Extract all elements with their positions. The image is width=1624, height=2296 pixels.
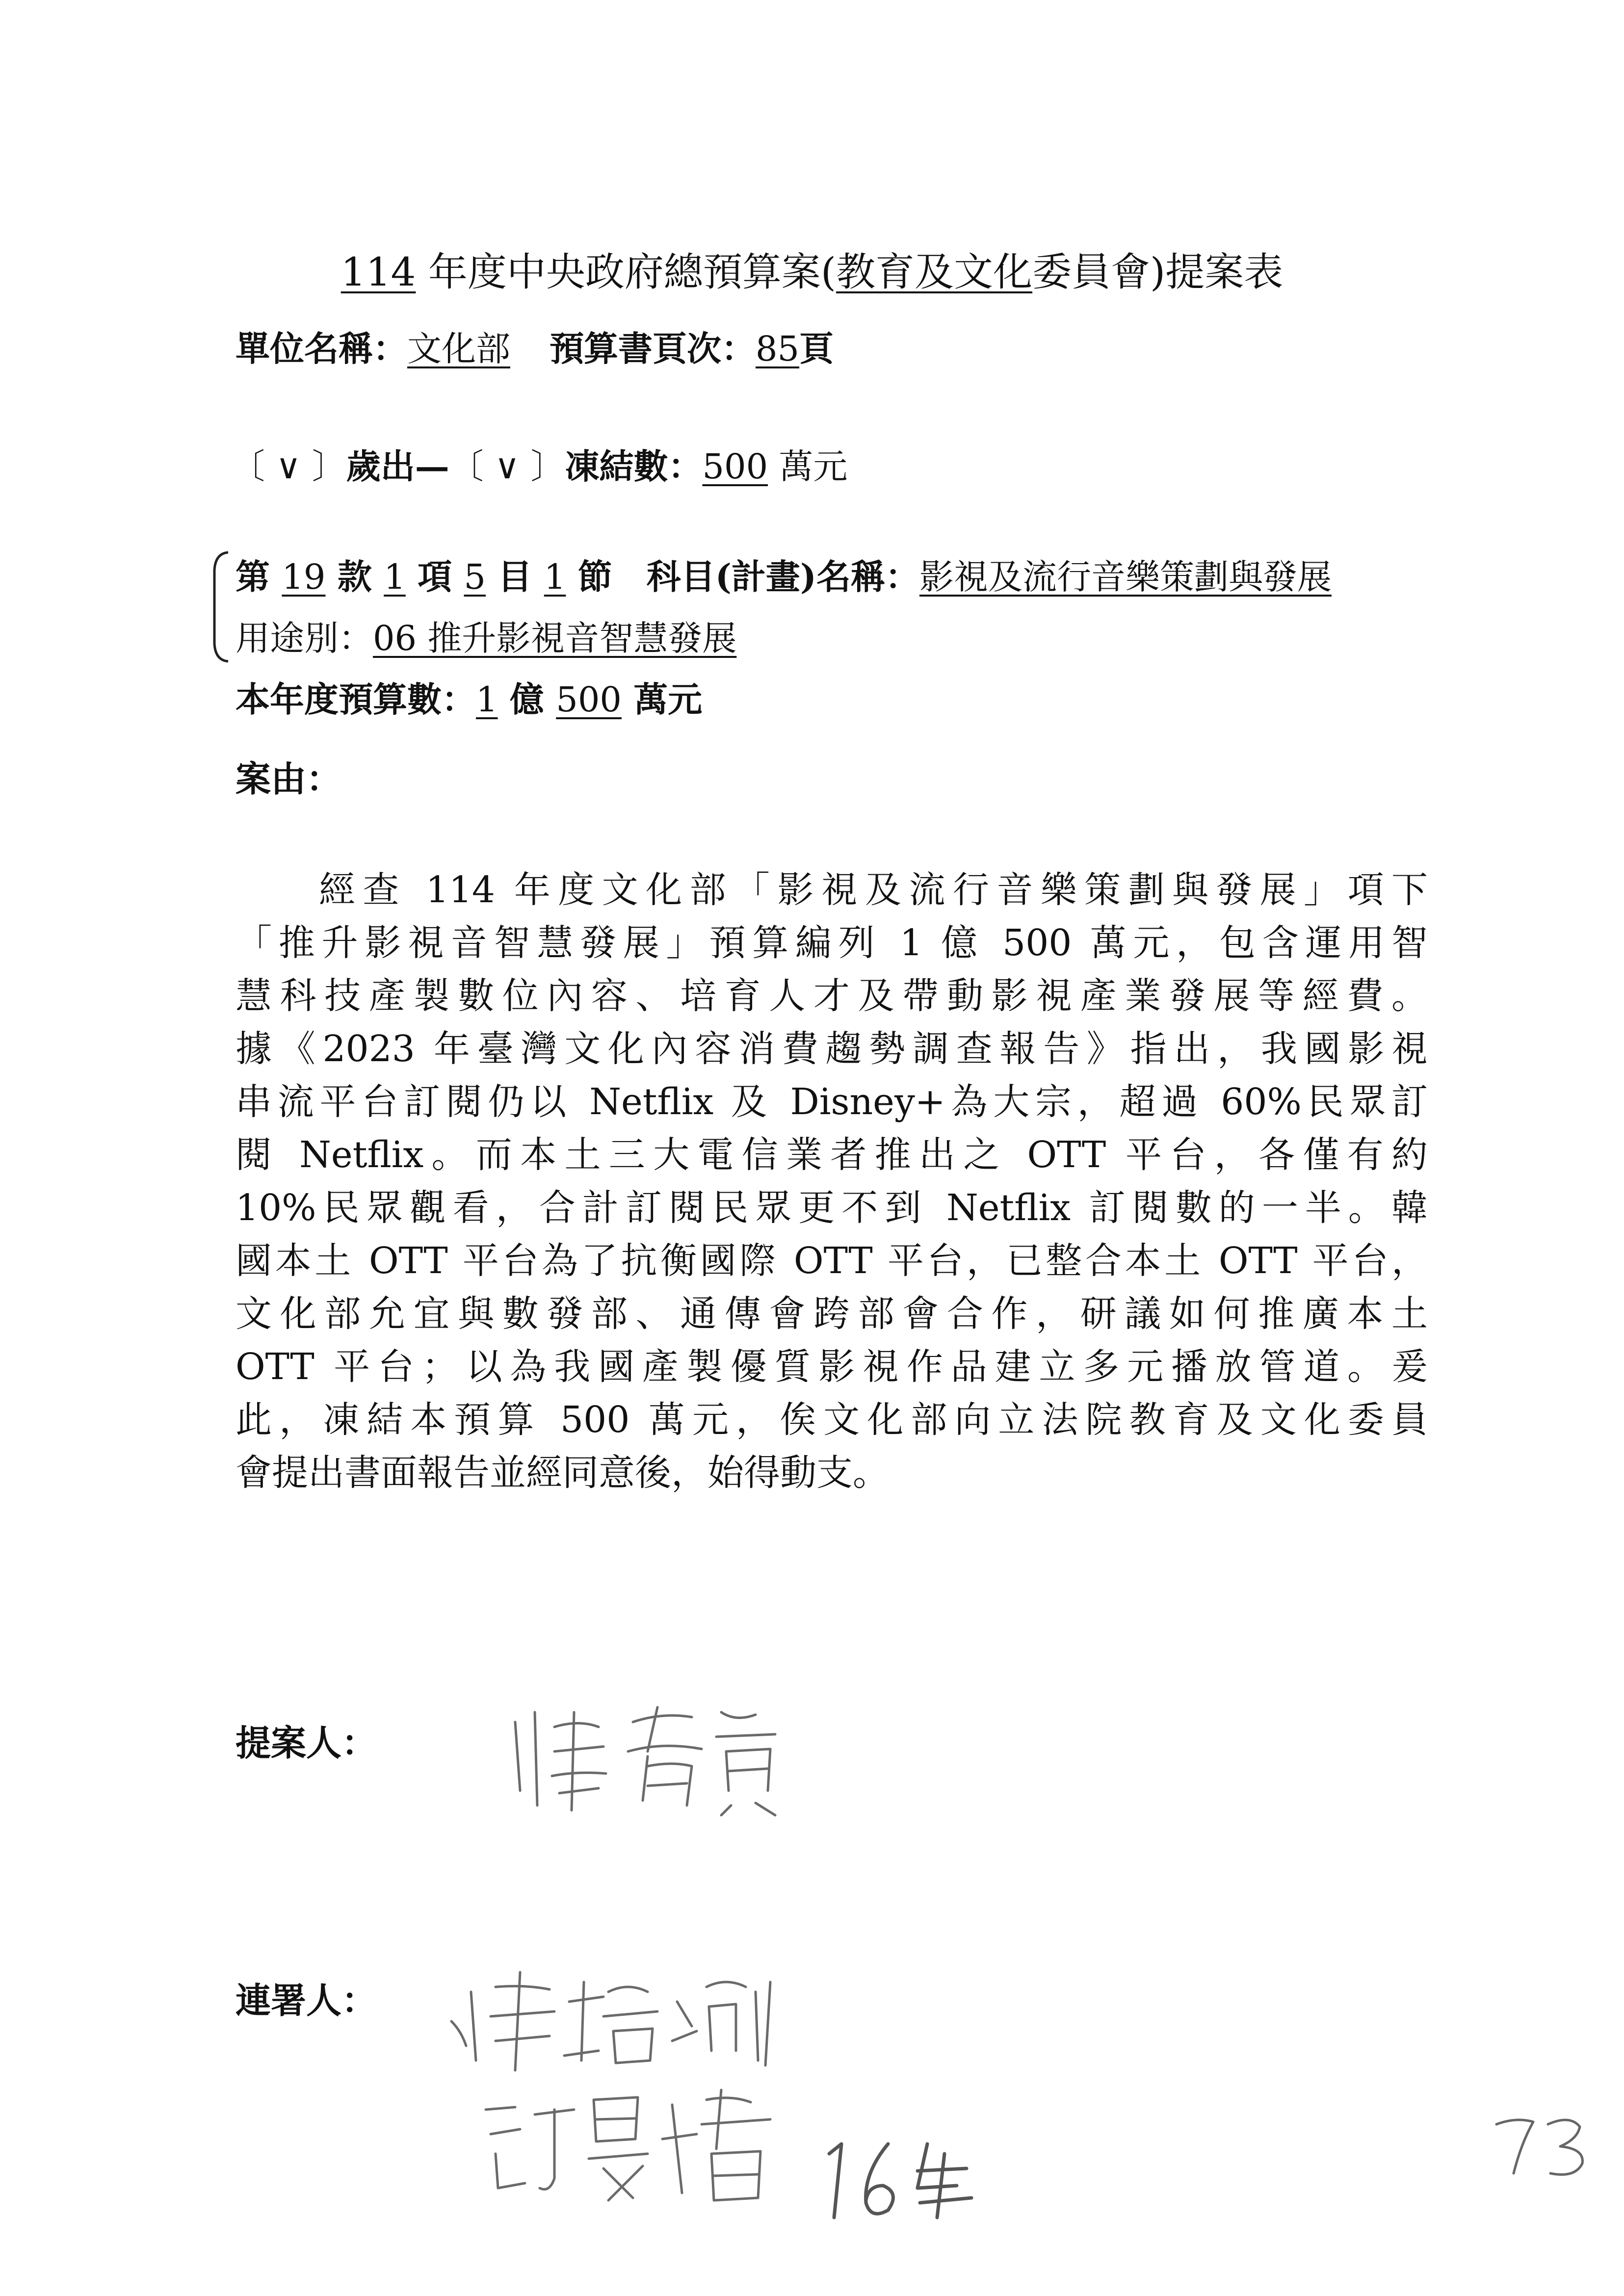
- kuan-label: 第: [236, 556, 282, 597]
- title-committee: 教育及文化: [836, 249, 1033, 295]
- handwritten-page-number: [1487, 2105, 1595, 2183]
- reason-line: 據《2023 年臺灣文化內容消費趨勢調查報告》指出，我國影視: [236, 1028, 1428, 1070]
- unit-line: [236, 321, 834, 371]
- cosigner-signature-2: [476, 2080, 795, 2208]
- use-label: 用途別：: [236, 618, 373, 658]
- freeze-unit: 萬元: [768, 446, 848, 487]
- title-part1: 年度中央政府總預算案(: [416, 249, 837, 295]
- title-part2: 委員會)提案表: [1032, 249, 1283, 295]
- budget-label: 本年度預算數：: [236, 679, 476, 720]
- page-unit: 頁: [799, 328, 834, 369]
- handwritten-page-mark: [814, 2124, 1021, 2222]
- mu-value: 5: [464, 557, 486, 597]
- expenditure-checkbox: 〔 ∨ 〕: [231, 446, 346, 487]
- xiang-label: 款: [325, 556, 384, 597]
- budget-item-line: [236, 549, 1332, 599]
- jie-value: 1: [544, 557, 566, 597]
- subject-label: 科目(計畫)名稱：: [646, 556, 919, 597]
- subject-value: 影視及流行音樂策劃與發展: [919, 557, 1332, 597]
- page-value: 85: [756, 329, 800, 369]
- budget-wan: 500: [556, 679, 622, 720]
- unit-label: 單位名稱：: [236, 328, 407, 369]
- jie-label: 目: [486, 556, 544, 597]
- proposer-label: 提案人：: [236, 1722, 377, 1764]
- use-line: [236, 611, 736, 660]
- reason-line: OTT 平台；以為我國產製優質影視作品建立多元播放管道。爰: [236, 1346, 1428, 1388]
- reason-line: 閱 Netflix。而本土三大電信業者推出之 OTT 平台，各僅有約: [236, 1134, 1428, 1176]
- xiang-value: 1: [384, 557, 406, 597]
- budget-yi: 1: [476, 679, 498, 720]
- budget-yi-unit: 億: [498, 679, 556, 720]
- annual-budget-line: [236, 672, 702, 722]
- title-year: 114: [341, 249, 416, 295]
- page-title: [0, 240, 1624, 297]
- page-label: 預算書頁次：: [550, 328, 756, 369]
- proposer-signature: [500, 1693, 795, 1820]
- choice-line: [231, 439, 847, 489]
- kuan-value: 19: [282, 557, 326, 597]
- cosigner-label: 連署人：: [236, 1980, 377, 2021]
- freeze-label: 凍結數：: [565, 446, 703, 487]
- use-value: 06 推升影視音智慧發展: [373, 618, 737, 658]
- reason-line: 「推升影視音智慧發展」預算編列 1 億 500 萬元，包含運用智: [236, 922, 1428, 964]
- reason-line: 經查 114 年度文化部「影視及流行音樂策劃與發展」項下: [319, 869, 1428, 911]
- reason-body: [236, 863, 1428, 1499]
- reason-line: 慧科技產製數位內容、培育人才及帶動影視產業發展等經費。: [236, 975, 1428, 1017]
- budget-wan-unit: 萬元: [621, 679, 703, 720]
- reason-line: 國本土 OTT 平台為了抗衡國際 OTT 平台，已整合本土 OTT 平台，: [236, 1240, 1428, 1282]
- bracket-mark: [209, 550, 233, 663]
- reason-heading: 案由：: [236, 758, 342, 800]
- reason-line: 會提出書面報告並經同意後，始得動支。: [236, 1452, 889, 1494]
- unit-value: 文化部: [407, 329, 510, 369]
- cosigner-signature-1: [442, 1962, 785, 2075]
- reason-line: 串流平台訂閱仍以 Netflix 及 Disney+為大宗，超過 60%民眾訂: [236, 1081, 1428, 1123]
- mu-label: 項: [405, 556, 464, 597]
- freeze-amount: 500: [702, 446, 768, 487]
- freeze-checkbox: 〔 ∨ 〕: [449, 446, 565, 487]
- jie-end-label: 節: [566, 556, 612, 597]
- expenditure-label: 歲出—: [346, 446, 449, 487]
- reason-line: 此，凍結本預算 500 萬元，俟文化部向立法院教育及文化委員: [236, 1399, 1428, 1441]
- reason-line: 文化部允宜與數發部、通傳會跨部會合作，研議如何推廣本土: [236, 1293, 1428, 1335]
- reason-line: 10%民眾觀看，合計訂閱民眾更不到 Netflix 訂閱數的一半。韓: [236, 1187, 1428, 1229]
